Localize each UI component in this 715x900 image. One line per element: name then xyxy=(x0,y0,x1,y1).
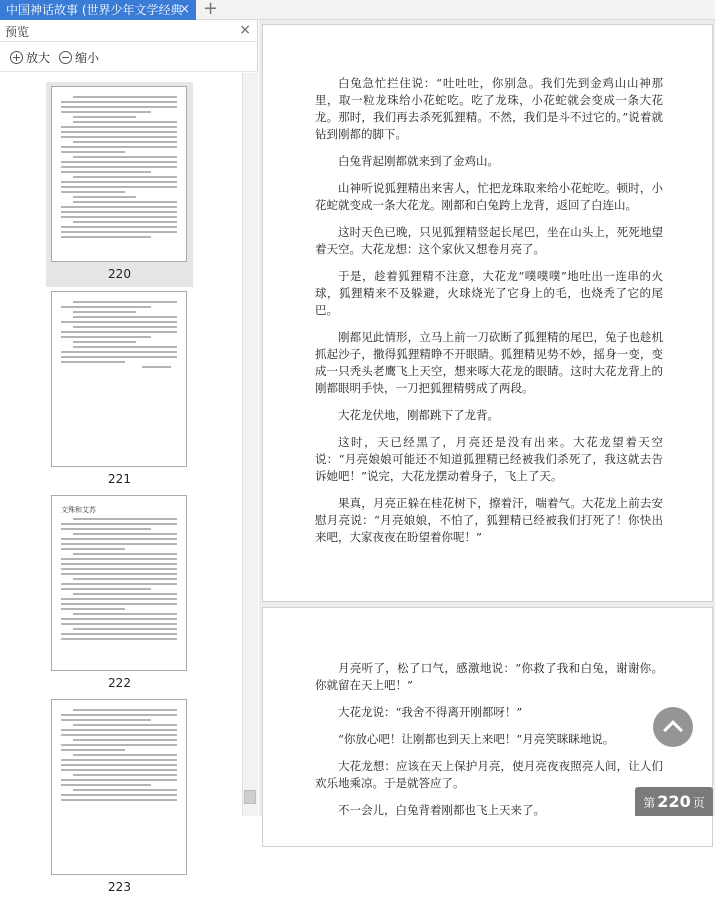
page-indicator xyxy=(635,787,713,816)
paragraph: 于是，趁着狐狸精不注意，大花龙“噗噗噗”地吐出一连串的火球，狐狸精来不及躲避，火球烧光了它身上的毛，也烧秃了它的尾巴。 xyxy=(315,269,663,317)
paragraph: 这时，天已经黑了，月亮还是没有出来。大花龙望着天空说：“月亮娘娘可能还不知道狐狸精已经被我们杀死了，我这就去告诉她吧！”说完，大花龙摆动着身子，飞上了天。 xyxy=(315,435,663,483)
paragraph: 大花龙说：“我舍不得离开刚都呀！” xyxy=(338,705,523,719)
tab-close-icon[interactable]: × xyxy=(179,2,190,17)
thumbnail-image xyxy=(51,699,187,875)
paragraph: 月亮听了，松了口气，感激地说：“你救了我和白兔，谢谢你。你就留在天上吧！” xyxy=(315,661,663,692)
preview-panel xyxy=(0,20,258,894)
zoom-out-icon xyxy=(59,51,72,64)
new-tab-icon[interactable]: + xyxy=(203,0,219,19)
tab-title: 中国神话故事 (世界少年文学经典 xyxy=(6,3,183,17)
paragraph: 这时天色已晚，只见狐狸精竖起长尾巴，坐在山头上，死死地望着天空。大花龙想：这个家伙又想卷月亮了。 xyxy=(315,225,663,256)
paragraph: 白兔背起刚都就来到了金鸡山。 xyxy=(338,154,499,168)
paragraph: “你放心吧！让刚都也到天上来吧！”月亮笑眯眯地说。 xyxy=(338,732,615,746)
thumbnail-page-220[interactable] xyxy=(46,82,193,287)
scrollbar-thumb[interactable] xyxy=(244,790,256,804)
zoom-in-icon xyxy=(10,51,23,64)
page-text xyxy=(315,660,663,829)
page-indicator-suffix: 页 xyxy=(692,796,705,810)
tab-bar xyxy=(0,0,715,20)
thumbnail-scrollbar[interactable] xyxy=(242,73,258,816)
page-text xyxy=(315,75,663,556)
paragraph: 大花龙想：应该在天上保护月亮，使月亮夜夜照亮人间，让人们欢乐地乘凉。于是就答应了。 xyxy=(315,759,663,790)
page-indicator-prefix: 第 xyxy=(643,796,656,810)
preview-panel-title: 预览 xyxy=(5,25,30,39)
thumbnail-list xyxy=(0,73,242,894)
zoom-out-button[interactable] xyxy=(59,50,99,66)
thumbnail-page-number: 223 xyxy=(108,880,131,894)
zoom-in-button[interactable] xyxy=(10,50,50,66)
thumbnail-page-number: 221 xyxy=(108,472,131,486)
zoom-toolbar xyxy=(0,42,258,72)
thumbnail-page-number: 220 xyxy=(108,267,131,281)
paragraph: 白兔急忙拦住说：“吐吐吐，你别急。我们先到金鸡山山神那里，取一粒龙珠给小花蛇吃。吃了龙珠，小花蛇就会变成一条大花龙。那时，我们再去杀死狐狸精。不然，我们是斗不过它的。”说着就钻到刚都的脚下。 xyxy=(315,76,663,141)
thumbnail-page-223[interactable] xyxy=(46,695,193,900)
document-tab[interactable] xyxy=(0,0,196,20)
paragraph: 果真，月亮正躲在桂花树下，擦着汗，喘着气。大花龙上前去安慰月亮说：“月亮娘娘，不怕了，狐狸精已经被我们打死了！你快出来吧，大家夜夜在盼望着你呢！” xyxy=(315,496,663,544)
back-to-top-button[interactable] xyxy=(653,707,693,747)
paragraph: 不一会儿，白兔背着刚都也飞上天来了。 xyxy=(338,803,545,817)
paragraph: 大花龙伏地，刚都跳下了龙背。 xyxy=(338,408,499,422)
thumbnail-image xyxy=(51,291,187,467)
document-page xyxy=(262,24,713,602)
current-page-number: 220 xyxy=(657,792,691,811)
paragraph: 刚都见此情形，立马上前一刀砍断了狐狸精的尾巴，兔子也趁机抓起沙子，撒得狐狸精睁不开眼睛。狐狸精见势不妙，摇身一变，变成一只秃头老鹰飞上天空，想来啄大花龙的眼睛。这时大花龙背上的刚都眼明手快，一刀把狐狸精劈成了两段。 xyxy=(315,330,663,395)
zoom-out-label: 缩小 xyxy=(75,51,100,65)
thumbnail-page-221[interactable] xyxy=(46,287,193,492)
document-view[interactable] xyxy=(259,20,715,816)
thumbnail-image xyxy=(51,495,187,671)
paragraph: 山神听说狐狸精出来害人，忙把龙珠取来给小花蛇吃。顿时，小花蛇就变成一条大花龙。刚都和白兔跨上龙背，返回了白连山。 xyxy=(315,181,663,212)
thumbnail-page-number: 222 xyxy=(108,676,131,690)
zoom-in-label: 放大 xyxy=(26,51,51,65)
preview-panel-header xyxy=(0,20,258,42)
thumbnail-heading: 文殊和艾苏 xyxy=(61,506,96,514)
close-icon[interactable]: × xyxy=(239,22,251,38)
thumbnail-page-222[interactable] xyxy=(46,491,193,696)
thumbnail-image xyxy=(51,86,187,262)
